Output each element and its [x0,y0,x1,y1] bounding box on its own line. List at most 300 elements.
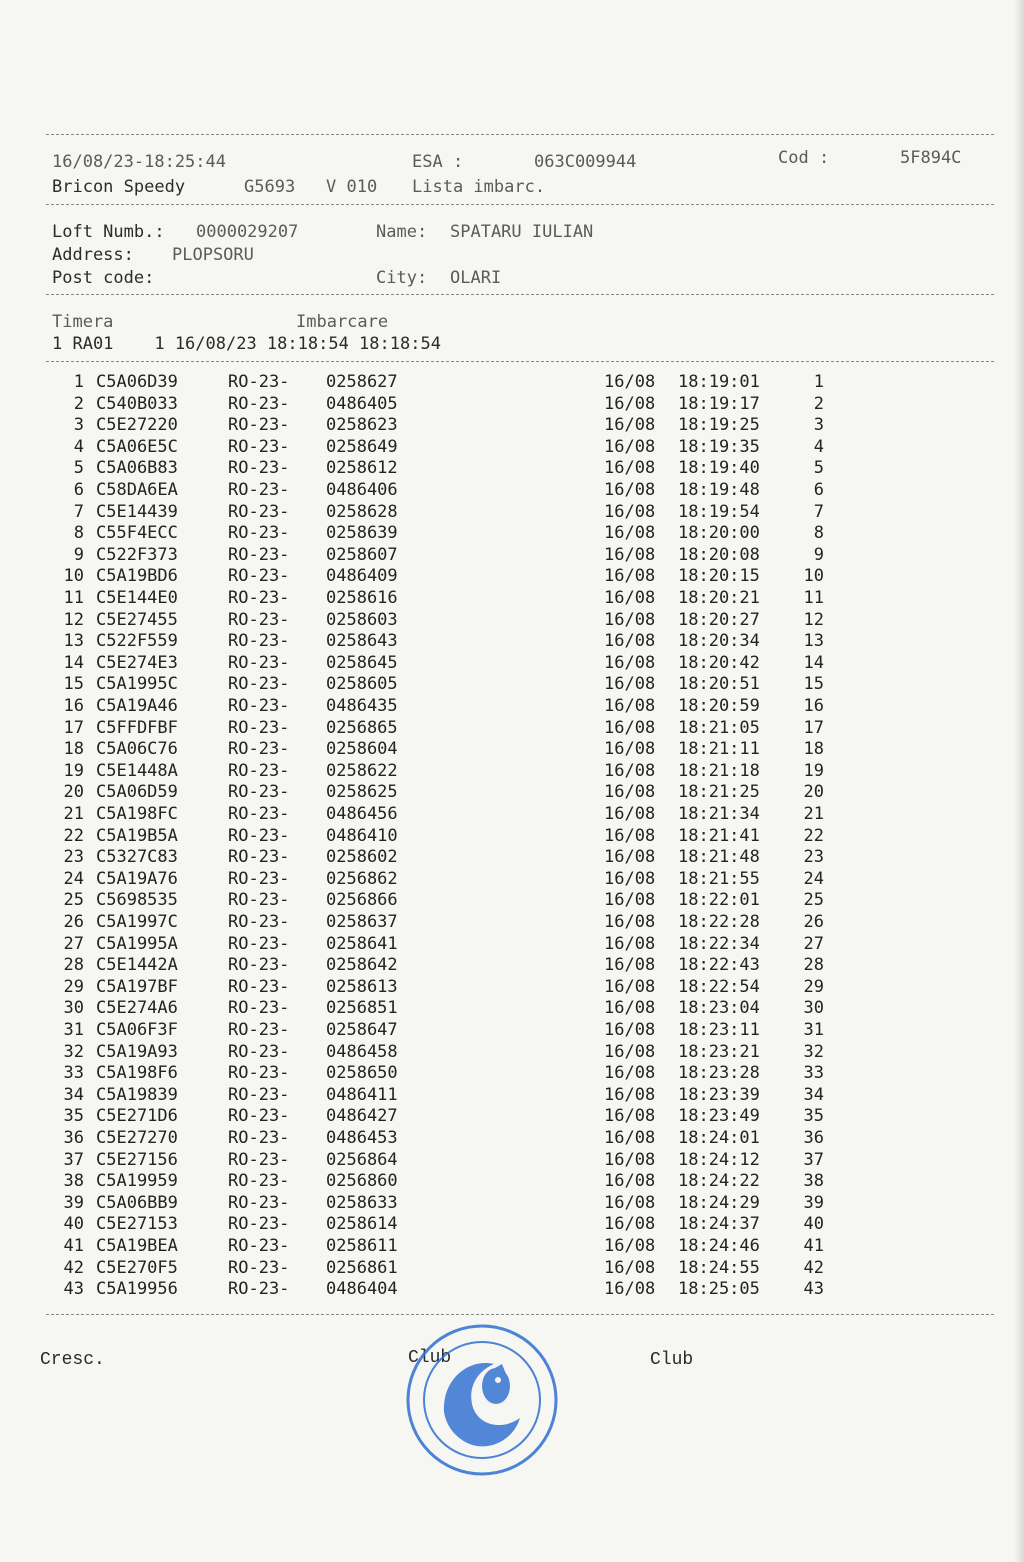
ring-series: RO-23- [228,717,290,738]
ring-code: C5A06C76 [96,739,178,760]
arrival-date: 16/08 [604,1084,656,1105]
ring-series: RO-23- [228,1041,290,1062]
rank: 6 [813,480,824,500]
ring-number: 0486411 [326,1084,398,1105]
ring-number: 0258637 [326,912,398,932]
ring-number: 0256865 [326,717,398,738]
row-index: 30 [63,998,84,1019]
row-index: 5 [73,458,84,479]
ring-number: 0258605 [326,674,398,695]
arrival-date: 16/08 [604,588,656,608]
ring-series: RO-23- [228,804,290,824]
table-row [0,1106,1024,1128]
ring-code: C5E1442A [96,955,178,976]
city-value: OLARI [450,268,502,288]
rank: 32 [803,1041,824,1062]
cresc-label: Cresc. [40,1350,105,1370]
arrival-date: 16/08 [604,523,656,544]
ring-series: RO-23- [228,1020,290,1040]
row-index: 15 [63,674,84,695]
ring-series: RO-23- [228,739,290,760]
table-row [0,739,1024,761]
ring-code: C58DA6EA [96,480,178,500]
ring-number: 0258647 [326,1020,398,1040]
table-row [0,610,1024,632]
table-row [0,869,1024,891]
rank: 31 [803,1020,824,1040]
row-index: 25 [63,890,84,911]
ring-number: 0486458 [326,1041,398,1062]
ring-number: 0486409 [326,566,398,587]
ring-number: 0486435 [326,696,398,716]
ring-number: 0258602 [326,847,398,868]
row-index: 37 [63,1149,84,1170]
row-index: 43 [63,1279,84,1300]
rank: 15 [803,674,824,695]
table-row [0,372,1024,394]
ring-series: RO-23- [228,458,290,479]
rank: 27 [803,933,824,954]
ring-code: C5E274A6 [96,998,178,1019]
ring-number: 0486410 [326,825,398,846]
ring-series: RO-23- [228,998,290,1019]
ring-number: 0256864 [326,1149,398,1170]
ring-code: C5A19BEA [96,1236,178,1256]
ring-series: RO-23- [228,912,290,932]
arrival-time: 18:21:34 [678,804,760,824]
table-row [0,545,1024,567]
ring-code: C5A19959 [96,1171,178,1192]
ring-series: RO-23- [228,372,290,392]
rank: 5 [813,458,824,479]
ring-number: 0258613 [326,976,398,997]
arrival-time: 18:24:29 [678,1192,760,1213]
rank: 11 [803,588,824,608]
ring-code: C5A198F6 [96,1063,178,1084]
table-row [0,566,1024,588]
arrival-date: 16/08 [604,372,656,392]
arrival-time: 18:22:01 [678,890,760,911]
ring-code: C540B033 [96,393,178,414]
rank: 33 [803,1063,824,1084]
rank: 7 [813,501,824,522]
table-row [0,998,1024,1020]
ring-series: RO-23- [228,825,290,846]
row-index: 33 [63,1063,84,1084]
table-row [0,1063,1024,1085]
ring-code: C5A1995C [96,674,178,695]
ring-number: 0258642 [326,955,398,976]
ring-series: RO-23- [228,501,290,522]
name-value: SPATARU IULIAN [450,222,594,242]
address-label: Address: [52,245,134,265]
ring-code: C5698535 [96,890,178,911]
arrival-date: 16/08 [604,760,656,781]
ring-number: 0258614 [326,1214,398,1235]
arrival-date: 16/08 [604,1236,656,1256]
arrival-time: 18:19:54 [678,501,760,522]
row-index: 18 [63,739,84,760]
header-version-code: G5693 [244,177,296,197]
separator-timer [46,361,994,362]
ring-number: 0486453 [326,1128,398,1148]
ring-series: RO-23- [228,1171,290,1192]
rank: 40 [803,1214,824,1235]
table-row [0,394,1024,416]
ring-series: RO-23- [228,609,290,630]
rank: 19 [803,760,824,781]
arrival-time: 18:20:00 [678,523,760,544]
ring-series: RO-23- [228,674,290,695]
table-row [0,458,1024,480]
arrival-time: 18:19:17 [678,393,760,414]
ring-series: RO-23- [228,1149,290,1170]
ring-series: RO-23- [228,1257,290,1278]
ring-code: C5A06F3F [96,1020,178,1040]
arrival-time: 18:24:12 [678,1149,760,1170]
row-index: 2 [73,393,84,414]
ring-series: RO-23- [228,933,290,954]
row-index: 9 [73,544,84,565]
rank: 34 [803,1084,824,1105]
arrival-date: 16/08 [604,1106,656,1127]
ring-code: C5A06D59 [96,782,178,803]
ring-series: RO-23- [228,847,290,868]
separator-owner [46,294,994,295]
ring-code: C5A06E5C [96,436,178,457]
arrival-date: 16/08 [604,804,656,824]
arrival-time: 18:23:04 [678,998,760,1019]
address-value: PLOPSORU [172,245,254,265]
postcode-label: Post code: [52,268,155,288]
arrival-time: 18:21:55 [678,868,760,889]
ring-number: 0258643 [326,631,398,652]
table-row [0,912,1024,934]
rank: 36 [803,1128,824,1148]
ring-number: 0258622 [326,760,398,781]
row-index: 23 [63,847,84,868]
row-index: 21 [63,804,84,824]
arrival-date: 16/08 [604,933,656,954]
rank: 10 [803,566,824,587]
row-index: 14 [63,652,84,673]
table-row [0,890,1024,912]
ring-code: C5E274E3 [96,652,178,673]
separator-header [46,204,994,205]
arrival-time: 18:20:15 [678,566,760,587]
row-index: 10 [63,566,84,587]
arrival-date: 16/08 [604,609,656,630]
rank: 23 [803,847,824,868]
row-index: 20 [63,782,84,803]
row-index: 42 [63,1257,84,1278]
ring-code: C5E14439 [96,501,178,522]
table-row [0,1193,1024,1215]
table-row [0,1258,1024,1280]
rank: 9 [813,544,824,565]
ring-number: 0258604 [326,739,398,760]
row-index: 36 [63,1128,84,1148]
ring-code: C5E27455 [96,609,178,630]
ring-number: 0258650 [326,1063,398,1084]
arrival-date: 16/08 [604,1041,656,1062]
arrival-date: 16/08 [604,1214,656,1235]
arrival-date: 16/08 [604,1171,656,1192]
ring-number: 0486405 [326,393,398,414]
row-index: 35 [63,1106,84,1127]
loft-value: 0000029207 [196,222,299,242]
city-label: City: [376,268,428,288]
table-row [0,523,1024,545]
row-index: 40 [63,1214,84,1235]
row-index: 16 [63,696,84,716]
ring-number: 0256862 [326,868,398,889]
ring-code: C5A19A46 [96,696,178,716]
row-index: 4 [73,436,84,457]
row-index: 41 [63,1236,84,1256]
arrival-date: 16/08 [604,415,656,436]
ring-series: RO-23- [228,1236,290,1256]
row-index: 7 [73,501,84,522]
arrival-date: 16/08 [604,825,656,846]
arrival-time: 18:24:55 [678,1257,760,1278]
arrival-date: 16/08 [604,868,656,889]
rank: 16 [803,696,824,716]
arrival-time: 18:21:25 [678,782,760,803]
arrival-time: 18:20:51 [678,674,760,695]
arrival-date: 16/08 [604,847,656,868]
arrival-date: 16/08 [604,1020,656,1040]
rank: 38 [803,1171,824,1192]
club-seal-icon [402,1320,562,1480]
header-datetime: 16/08/23-18:25:44 [52,152,226,172]
arrival-time: 18:19:48 [678,480,760,500]
ring-code: C5E270F5 [96,1257,178,1278]
ring-code: C522F373 [96,544,178,565]
ring-number: 0486404 [326,1279,398,1300]
ring-code: C5E27156 [96,1149,178,1170]
loft-label: Loft Numb.: [52,222,165,242]
arrival-date: 16/08 [604,976,656,997]
arrival-time: 18:21:41 [678,825,760,846]
table-row [0,1171,1024,1193]
ring-number: 0258649 [326,436,398,457]
table-row [0,782,1024,804]
arrival-time: 18:23:49 [678,1106,760,1127]
row-index: 29 [63,976,84,997]
ring-series: RO-23- [228,631,290,652]
rank: 2 [813,393,824,414]
ring-code: C5A19A93 [96,1041,178,1062]
row-index: 1 [73,372,84,392]
ring-series: RO-23- [228,523,290,544]
arrival-date: 16/08 [604,1279,656,1300]
rank: 39 [803,1192,824,1213]
ring-number: 0256866 [326,890,398,911]
ring-code: C5A19839 [96,1084,178,1105]
arrival-date: 16/08 [604,696,656,716]
rank: 28 [803,955,824,976]
row-index: 24 [63,868,84,889]
rank: 13 [803,631,824,652]
arrival-time: 18:25:05 [678,1279,760,1300]
ring-series: RO-23- [228,544,290,565]
table-row [0,480,1024,502]
arrival-date: 16/08 [604,501,656,522]
table-row [0,1279,1024,1301]
ring-code: C5A06BB9 [96,1192,178,1213]
header-esa-value: 063C009944 [534,152,637,172]
rank: 22 [803,825,824,846]
arrival-date: 16/08 [604,436,656,457]
ring-code: C5A198FC [96,804,178,824]
arrival-time: 18:19:35 [678,436,760,457]
arrival-time: 18:20:27 [678,609,760,630]
row-index: 39 [63,1192,84,1213]
ring-number: 0486427 [326,1106,398,1127]
ring-code: C5A1997C [96,912,178,932]
row-index: 17 [63,717,84,738]
ring-code: C5A19BD6 [96,566,178,587]
row-index: 11 [63,588,84,608]
table-row [0,1042,1024,1064]
table-row [0,847,1024,869]
ring-series: RO-23- [228,480,290,500]
row-index: 26 [63,912,84,932]
row-index: 38 [63,1171,84,1192]
table-row [0,804,1024,826]
arrival-date: 16/08 [604,1257,656,1278]
ring-code: C5E144E0 [96,588,178,608]
ring-code: C5E1448A [96,760,178,781]
ring-number: 0258625 [326,782,398,803]
ring-number: 0258616 [326,588,398,608]
header-program: Bricon Speedy [52,177,186,197]
ring-code: C5A19B5A [96,825,178,846]
arrival-time: 18:24:22 [678,1171,760,1192]
rank: 29 [803,976,824,997]
row-index: 19 [63,760,84,781]
table-row [0,1128,1024,1150]
arrival-date: 16/08 [604,890,656,911]
row-index: 6 [73,480,84,500]
rank: 17 [803,717,824,738]
arrival-time: 18:24:01 [678,1128,760,1148]
ring-number: 0258623 [326,415,398,436]
arrival-time: 18:24:37 [678,1214,760,1235]
ring-series: RO-23- [228,760,290,781]
ring-code: C5E27153 [96,1214,178,1235]
arrival-date: 16/08 [604,998,656,1019]
ring-number: 0256851 [326,998,398,1019]
ring-number: 0258603 [326,609,398,630]
arrival-date: 16/08 [604,1128,656,1148]
ring-number: 0256861 [326,1257,398,1278]
table-row [0,415,1024,437]
arrival-date: 16/08 [604,1192,656,1213]
timer-line: 1 RA01 1 16/08/23 18:18:54 18:18:54 [52,334,441,354]
ring-series: RO-23- [228,955,290,976]
ring-series: RO-23- [228,782,290,803]
arrival-time: 18:20:08 [678,544,760,565]
ring-code: C5E27270 [96,1128,178,1148]
header-version: V 010 [326,177,378,197]
arrival-date: 16/08 [604,717,656,738]
table-row [0,1150,1024,1172]
arrival-time: 18:23:28 [678,1063,760,1084]
table-row [0,934,1024,956]
ring-number: 0258641 [326,933,398,954]
rank: 20 [803,782,824,803]
ring-code: C5A06D39 [96,372,178,392]
table-row [0,718,1024,740]
ring-series: RO-23- [228,415,290,436]
ring-series: RO-23- [228,696,290,716]
arrival-date: 16/08 [604,652,656,673]
ring-code: C5E27220 [96,415,178,436]
arrival-time: 18:21:18 [678,760,760,781]
ring-code: C522F559 [96,631,178,652]
arrival-time: 18:22:43 [678,955,760,976]
rank: 41 [803,1236,824,1256]
arrival-time: 18:22:28 [678,912,760,932]
club-label-right: Club [650,1350,694,1370]
arrival-time: 18:19:40 [678,458,760,479]
arrival-date: 16/08 [604,393,656,414]
arrival-time: 18:20:34 [678,631,760,652]
row-index: 32 [63,1041,84,1062]
arrival-date: 16/08 [604,566,656,587]
ring-series: RO-23- [228,1214,290,1235]
rank: 37 [803,1149,824,1170]
arrival-date: 16/08 [604,1063,656,1084]
arrival-time: 18:20:42 [678,652,760,673]
table-row [0,502,1024,524]
club-label-left: Club [408,1348,452,1368]
rank: 8 [813,523,824,544]
arrival-time: 18:23:21 [678,1041,760,1062]
ring-series: RO-23- [228,1063,290,1084]
ring-series: RO-23- [228,1279,290,1300]
arrival-time: 18:19:01 [678,372,760,392]
ring-code: C5A19956 [96,1279,178,1300]
ring-number: 0258645 [326,652,398,673]
rank: 12 [803,609,824,630]
ring-number: 0486406 [326,480,398,500]
ring-series: RO-23- [228,1192,290,1213]
row-index: 3 [73,415,84,436]
arrival-time: 18:19:25 [678,415,760,436]
table-row [0,674,1024,696]
table-row [0,437,1024,459]
ring-code: C5A06B83 [96,458,178,479]
ring-series: RO-23- [228,588,290,608]
header-list-title: Lista imbarc. [412,177,546,197]
header-esa-label: ESA : [412,152,464,172]
table-row [0,826,1024,848]
rank: 35 [803,1106,824,1127]
rank: 18 [803,739,824,760]
ring-code: C5A1995A [96,933,178,954]
rank: 30 [803,998,824,1019]
arrival-time: 18:24:46 [678,1236,760,1256]
rank: 26 [803,912,824,932]
ring-code: C5327C83 [96,847,178,868]
ring-code: C55F4ECC [96,523,178,544]
table-row [0,653,1024,675]
timer-label: Timera [52,312,114,332]
row-index: 31 [63,1020,84,1040]
